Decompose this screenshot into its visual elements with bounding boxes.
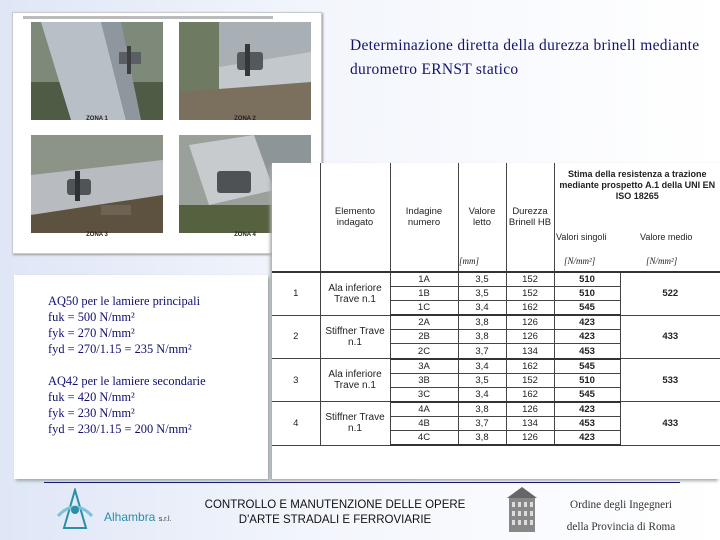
single-value-cell: 423 bbox=[554, 431, 620, 446]
hardness-cell: 152 bbox=[506, 373, 554, 387]
results-body bbox=[272, 272, 720, 445]
unit-nmm-medio: [N/mm²] bbox=[646, 256, 678, 266]
mean-value-cell: 433 bbox=[620, 315, 720, 358]
single-value-cell: 510 bbox=[554, 373, 620, 387]
value-cell: 3,4 bbox=[458, 387, 506, 402]
hardness-cell: 152 bbox=[506, 272, 554, 287]
table-row bbox=[272, 272, 720, 287]
header-stima: Stima della resistenza a trazione mediante prospetto A.1 della UNI EN ISO 18265 bbox=[559, 169, 716, 201]
brinell-results-table bbox=[272, 163, 720, 479]
label-valore-medio: Valore medio bbox=[640, 232, 693, 242]
group-number: 3 bbox=[272, 359, 320, 402]
element-cell: Ala inferiore Trave n.1 bbox=[320, 272, 390, 315]
value-cell: 3,8 bbox=[458, 315, 506, 330]
group-number: 2 bbox=[272, 315, 320, 358]
value-cell: 3,8 bbox=[458, 402, 506, 417]
mean-value-cell: 522 bbox=[620, 272, 720, 315]
hardness-cell: 126 bbox=[506, 402, 554, 417]
results-table bbox=[272, 163, 720, 446]
value-cell: 3,4 bbox=[458, 359, 506, 374]
aq50-fyk: fyk = 270 N/mm² bbox=[48, 326, 135, 340]
alhambra-logo-icon bbox=[50, 488, 100, 532]
aq50-fuk: fuk = 500 N/mm² bbox=[48, 310, 135, 324]
test-id-cell: 2A bbox=[390, 315, 458, 330]
single-value-cell: 453 bbox=[554, 416, 620, 430]
photo-zona-3 bbox=[31, 135, 163, 233]
test-id-cell: 3C bbox=[390, 387, 458, 402]
test-id-cell: 1C bbox=[390, 301, 458, 316]
single-value-cell: 423 bbox=[554, 315, 620, 330]
test-id-cell: 4C bbox=[390, 431, 458, 446]
element-cell: Ala inferiore Trave n.1 bbox=[320, 359, 390, 402]
header-indagine: Indagine numero bbox=[390, 163, 458, 272]
element-cell: Stiffner Trave n.1 bbox=[320, 315, 390, 358]
test-id-cell: 2B bbox=[390, 330, 458, 344]
hardness-cell: 134 bbox=[506, 416, 554, 430]
test-id-cell: 2C bbox=[390, 344, 458, 359]
test-id-cell: 4B bbox=[390, 416, 458, 430]
mean-value-cell: 433 bbox=[620, 402, 720, 445]
aq50-fyd: fyd = 270/1.15 = 235 N/mm² bbox=[48, 342, 192, 356]
photo-zona-1 bbox=[31, 22, 163, 120]
photo-zona-2 bbox=[179, 22, 311, 120]
footer-course-title bbox=[190, 498, 480, 528]
unit-nmm-single: [N/mm²] bbox=[564, 256, 596, 266]
value-cell: 3,4 bbox=[458, 301, 506, 316]
test-id-cell: 3A bbox=[390, 359, 458, 374]
test-id-cell: 3B bbox=[390, 373, 458, 387]
value-cell: 3,5 bbox=[458, 373, 506, 387]
header-valore: Valore letto bbox=[458, 163, 506, 272]
group-number: 4 bbox=[272, 402, 320, 445]
footer-right-line1: Ordine degli Ingegneri bbox=[570, 499, 672, 511]
single-value-cell: 545 bbox=[554, 301, 620, 316]
footer-right-line2: della Provincia di Roma bbox=[566, 521, 676, 533]
alhambra-logo-text bbox=[104, 510, 172, 524]
zone-label: ZONA 2 bbox=[234, 116, 256, 122]
slide-title: Determinazione diretta della durezza brinell mediante durometro ERNST statico bbox=[350, 37, 700, 78]
value-cell: 3,7 bbox=[458, 416, 506, 430]
value-cell: 3,8 bbox=[458, 431, 506, 446]
footer-center-line1: CONTROLLO E MANUTENZIONE DELLE OPERE bbox=[204, 499, 466, 511]
logo-name: Alhambra bbox=[104, 510, 156, 524]
value-cell: 3,7 bbox=[458, 344, 506, 359]
hardness-cell: 126 bbox=[506, 330, 554, 344]
building-icon bbox=[505, 486, 539, 534]
value-cell: 3,8 bbox=[458, 330, 506, 344]
table-row bbox=[272, 315, 720, 330]
hardness-cell: 152 bbox=[506, 287, 554, 301]
label-valori-singoli: Valori singoli bbox=[556, 232, 607, 242]
single-value-cell: 510 bbox=[554, 272, 620, 287]
aq42-fyk: fyk = 230 N/mm² bbox=[48, 406, 135, 420]
value-cell: 3,5 bbox=[458, 287, 506, 301]
mean-value-cell: 533 bbox=[620, 359, 720, 402]
hardness-cell: 162 bbox=[506, 387, 554, 402]
hardness-cell: 134 bbox=[506, 344, 554, 359]
header-blank bbox=[272, 163, 320, 272]
zone-label: ZONA 3 bbox=[86, 232, 108, 238]
single-value-cell: 545 bbox=[554, 359, 620, 374]
photo-caption-strip bbox=[23, 16, 273, 19]
aq50-heading: AQ50 per le lamiere principali bbox=[48, 294, 201, 308]
table-row bbox=[272, 359, 720, 374]
single-value-cell: 545 bbox=[554, 387, 620, 402]
test-id-cell: 1B bbox=[390, 287, 458, 301]
single-value-cell: 453 bbox=[554, 344, 620, 359]
test-id-cell: 4A bbox=[390, 402, 458, 417]
element-cell: Stiffner Trave n.1 bbox=[320, 402, 390, 445]
header-elemento: Elemento indagato bbox=[320, 163, 390, 272]
aq42-heading: AQ42 per le lamiere secondarie bbox=[48, 374, 206, 388]
hardness-cell: 162 bbox=[506, 359, 554, 374]
single-value-cell: 510 bbox=[554, 287, 620, 301]
group-number: 1 bbox=[272, 272, 320, 315]
single-value-cell: 423 bbox=[554, 402, 620, 417]
footer-center-line2: D'ARTE STRADALI E FERROVIARIE bbox=[238, 514, 432, 526]
value-cell: 3,5 bbox=[458, 272, 506, 287]
zone-label: ZONA 4 bbox=[234, 232, 256, 238]
hardness-cell: 126 bbox=[506, 431, 554, 446]
test-id-cell: 1A bbox=[390, 272, 458, 287]
footer-divider bbox=[44, 482, 680, 483]
single-value-cell: 423 bbox=[554, 330, 620, 344]
aq42-fuk: fuk = 420 N/mm² bbox=[48, 390, 135, 404]
footer-organization bbox=[556, 494, 686, 538]
logo-suffix: s.r.l. bbox=[158, 516, 172, 523]
aq42-fyd: fyd = 230/1.15 = 200 N/mm² bbox=[48, 422, 192, 436]
header-durezza: Durezza Brinell HB bbox=[506, 163, 554, 272]
unit-mm: [mm] bbox=[459, 256, 480, 266]
zone-label: ZONA 1 bbox=[86, 116, 108, 122]
table-row bbox=[272, 402, 720, 417]
material-specs-box bbox=[14, 275, 268, 479]
hardness-cell: 162 bbox=[506, 301, 554, 316]
hardness-cell: 126 bbox=[506, 315, 554, 330]
